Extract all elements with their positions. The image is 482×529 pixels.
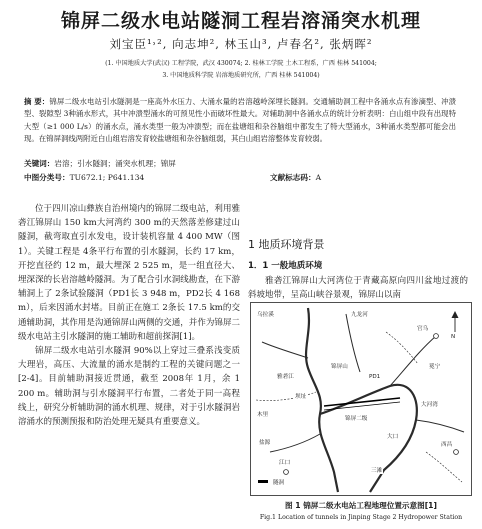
section-paragraph: 雅砻江锦屏山大河湾位于青藏高原向四川盆地过渡的斜坡地带，呈高山峡谷景观，锦屏山以南 [248, 276, 468, 301]
map-label-site: 坝址 [295, 394, 307, 400]
affiliation-line-1: (1. 中国地质大学(武汉) 工程学院，武汉 430074; 2. 桂林工学院 土木工程系，广西 桂林 541004; [105, 60, 377, 67]
left-column-body [18, 202, 240, 429]
left-paragraph-1: 位于四川凉山彝族自治州境内的锦屏二级电站，利用雅砻江锦屏山 150 km大河湾约 300 m的天然落差修建过山隧洞，截弯取直引水发电，设计装机容量 4 400 MW（图 1）。关键工程是 4条平行布置的引水隧洞，长约 17 km，开挖直径约 12 m，最大埋深 2 525 m，是一组直径大、埋深深的长岩溶越岭隧洞。为了配合引水洞线勘查，在下游辅洞上了 2条试验隧洞（PD1长 3 948 m，PD2长 4 168 m），后来因涌水封堵。目前正在施工 2条长 17.5 km的交通辅助洞，其作用是沟通锦屏山两侧的交通，并作为锦屏二级水电站主引水隧洞的施工辅助和超前探洞[1]。 [18, 204, 240, 342]
abstract-text: 锦屏二级水电站引水隧洞是一座高外水压力、大涌水量的岩溶越岭深埋长隧洞。交通辅助洞工程中各涌水点有渗滴型、冲溃型、裂隙型 3种涌水形式，其中冲溃型涌水的可预见性小而破坏性最大。对辅助洞中各涌水点的统计分析表明：白山组中段有出现特大型（≥1 000 L/s）的涌水点，涌水类型一般为冲溃型；而在盐塘组和杂谷脑组中都发生了特大型涌水，3种涌水类型都可能会出现。在锦屏洞线两附近白山组岩溶发育较盐塘组和杂谷脑组弱，其白山组岩溶整体发育较弱。 [24, 97, 456, 144]
town-marker [434, 334, 439, 339]
map-label-dahe: 大河湾 [421, 402, 438, 408]
doc-code-label: 文献标志码： [270, 173, 316, 182]
clc-label: 中图分类号： [24, 173, 70, 182]
keywords-label: 关键词： [24, 159, 55, 168]
author-list: 刘宝臣¹˒², 向志坤², 林玉山³, 卢春名², 张炳晖² [109, 37, 373, 51]
paper-title: 锦屏二级水电站隧洞工程岩溶涌突水机理 [60, 10, 421, 32]
town-marker [454, 450, 459, 455]
affiliation-line-2: 3. 中国地质科学院 岩溶地质研究所，广西 桂林 541004) [162, 72, 320, 79]
map-label-xichang: 西昌 [441, 442, 453, 448]
subsection-heading: 1．1 一般地质环境 [248, 261, 323, 271]
map-label-jinping2: 锦屏二级 [345, 416, 368, 422]
map-label-sandian: 三滩 [371, 468, 383, 474]
map-label-yalong: 雅砻江 [277, 374, 294, 380]
map-label-north: N [451, 334, 456, 340]
map-label-guanwu: 官乌 [417, 326, 429, 332]
figure-caption-english: Fig.1 Location of tunnels in Jinping Stage 2 Hydropower Station [259, 514, 463, 521]
keywords-text: 岩溶；引水隧洞；涌突水机理；锦屏 [54, 159, 176, 168]
map-label-jiangkou: 江口 [279, 460, 291, 466]
map-legend-tunnel: 隧洞 [273, 480, 285, 486]
location-map [250, 302, 472, 496]
section-body [248, 274, 468, 302]
location-map-graphic [250, 302, 472, 496]
figure-caption-chinese: 图 1 锦屏二级水电站工程地理位置示意图[1] [285, 501, 437, 510]
map-frame [251, 303, 472, 496]
map-label-muli: 木里 [257, 412, 269, 418]
keywords [24, 158, 176, 169]
map-label-wuli: 乌拉溪 [257, 312, 274, 318]
abstract [24, 96, 456, 146]
clc-number [24, 172, 144, 183]
section-heading: 1 地质环境背景 [248, 238, 325, 251]
map-label-dakou: 大口 [387, 434, 399, 440]
clc-text: TU672.1; P641.134 [69, 173, 145, 182]
map-label-mianning: 冕宁 [429, 364, 441, 370]
left-paragraph-2: 锦屏二级水电站引水隧洞 90%以上穿过三叠系浅变质大理岩，高压、大流量的涌水是制约工程的关键问题之一[2-4]。目前辅助洞接近贯通，截至 2008年 1月，余 1 200 m。辅助洞与引水隧洞平行布置，二者处于同一高程线上，研究分析辅助洞的涌水机理、规律，对于引水隧洞岩溶涌水的预测预报和防治处理无疑具有重要意义。 [18, 346, 240, 428]
map-label-jinping: 锦屏山 [331, 364, 348, 370]
doc-code-text: A [315, 173, 322, 182]
town-marker [284, 470, 289, 475]
abstract-label: 摘 要： [24, 97, 50, 106]
map-label-yanyuan: 盐源 [259, 440, 271, 446]
map-label-jiulong: 九龙河 [351, 312, 368, 318]
document-code [270, 172, 321, 183]
legend-tunnel-swatch [258, 480, 268, 483]
map-label-pd1: PD1 [369, 374, 381, 380]
